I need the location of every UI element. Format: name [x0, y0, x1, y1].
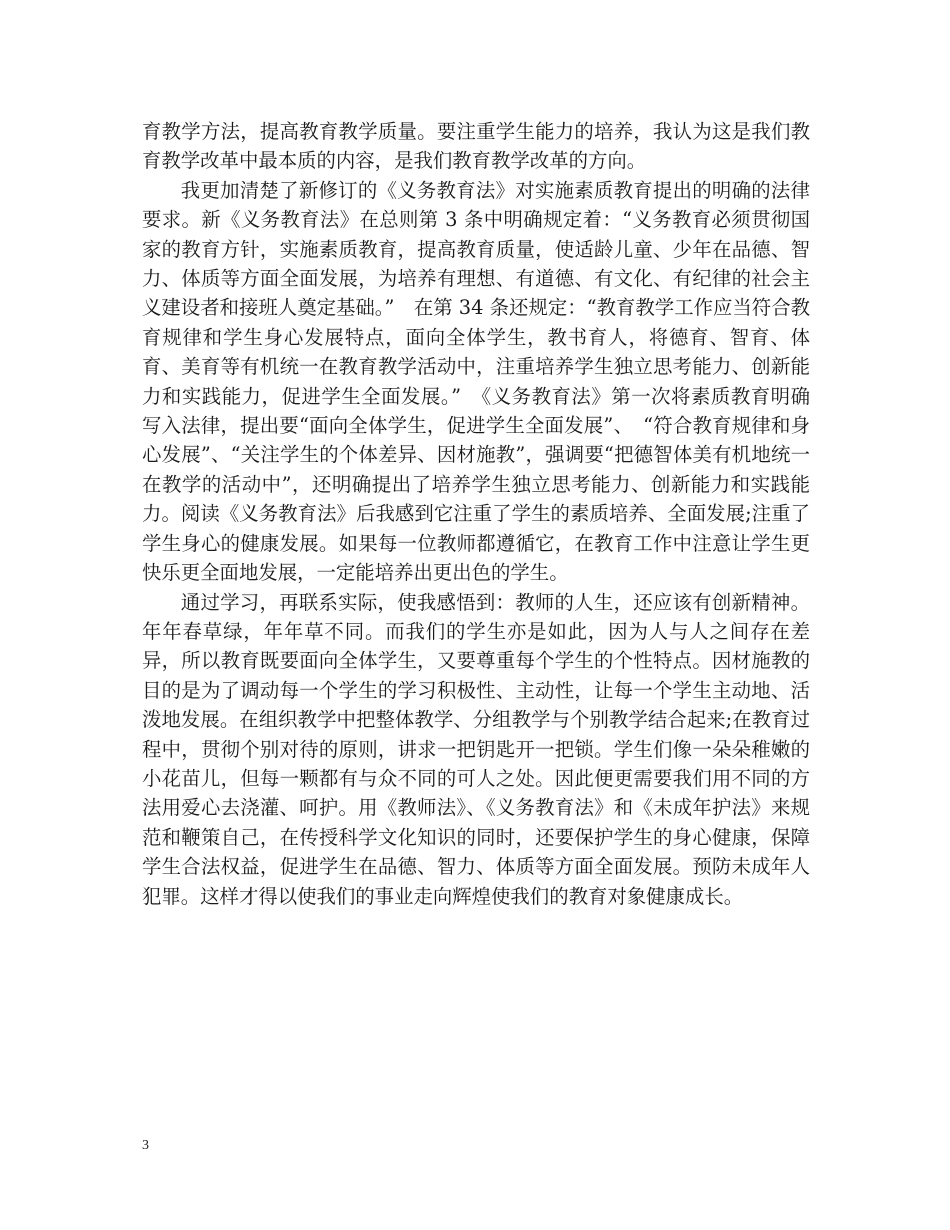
document-body	[142, 117, 810, 911]
page-number: 3	[142, 1138, 149, 1153]
paragraph-3: 通过学习，再联系实际，使我感悟到：教师的人生，还应该有创新精神。年年春草绿，年年草不同。而我们的学生亦是如此，因为人与人之间存在差异，所以教育既要面向全体学生，又要尊重每个学生的个性特点。因材施教的目的是为了调动每一个学生的学习积极性、主动性，让每一个学生主动地、活泼地发展。在组织教学中把整体教学、分组教学与个别教学结合起来;在教育过程中，贯彻个别对待的原则，讲求一把钥匙开一把锁。学生们像一朵朵稚嫩的小花苗儿，但每一颗都有与众不同的可人之处。因此便更需要我们用不同的方法用爱心去浇灌、呵护。用《教师法》、《义务教育法》和《未成年护法》来规范和鞭策自己，在传授科学文化知识的同时，还要保护学生的身心健康，保障学生合法权益，促进学生在品德、智力、体质等方面全面发展。预防未成年人犯罪。这样才得以使我们的事业走向辉煌使我们的教育对象健康成长。	[142, 590, 810, 908]
paragraph-2: 我更加清楚了新修订的《义务教育法》对实施素质教育提出的明确的法律要求。新《义务教育法》在总则第 3 条中明确规定着：“义务教育必须贯彻国家的教育方针，实施素质教育，提高教育质量，使适龄儿童、少年在品德、智力、体质等方面全面发展，为培养有理想、有道德、有文化、有纪律的社会主义建设者和接班人奠定基础。” 在第 34 条还规定：“教育教学工作应当符合教育规律和学生身心发展特点，面向全体学生，教书育人，将德育、智育、体育、美育等有机统一在教育教学活动中，注重培养学生独立思考能力、创新能力和实践能力，促进学生全面发展。” 《义务教育法》第一次将素质教育明确写入法律，提出要“面向全体学生，促进学生全面发展”、 “符合教育规律和身心发展”、“关注学生的个体差异、因材施教”，强调要“把德智体美有机地统一在教学的活动中”，还明确提出了培养学生独立思考能力、创新能力和实践能力。阅读《义务教育法》后我感到它注重了学生的素质培养、全面发展;注重了学生身心的健康发展。如果每一位教师都遵循它，在教育工作中注意让学生更快乐更全面地发展，一定能培养出更出色的学生。	[142, 178, 810, 585]
paragraph-1: 育教学方法，提高教育教学质量。要注重学生能力的培养，我认为这是我们教育教学改革中最本质的内容，是我们教育教学改革的方向。	[142, 120, 810, 173]
